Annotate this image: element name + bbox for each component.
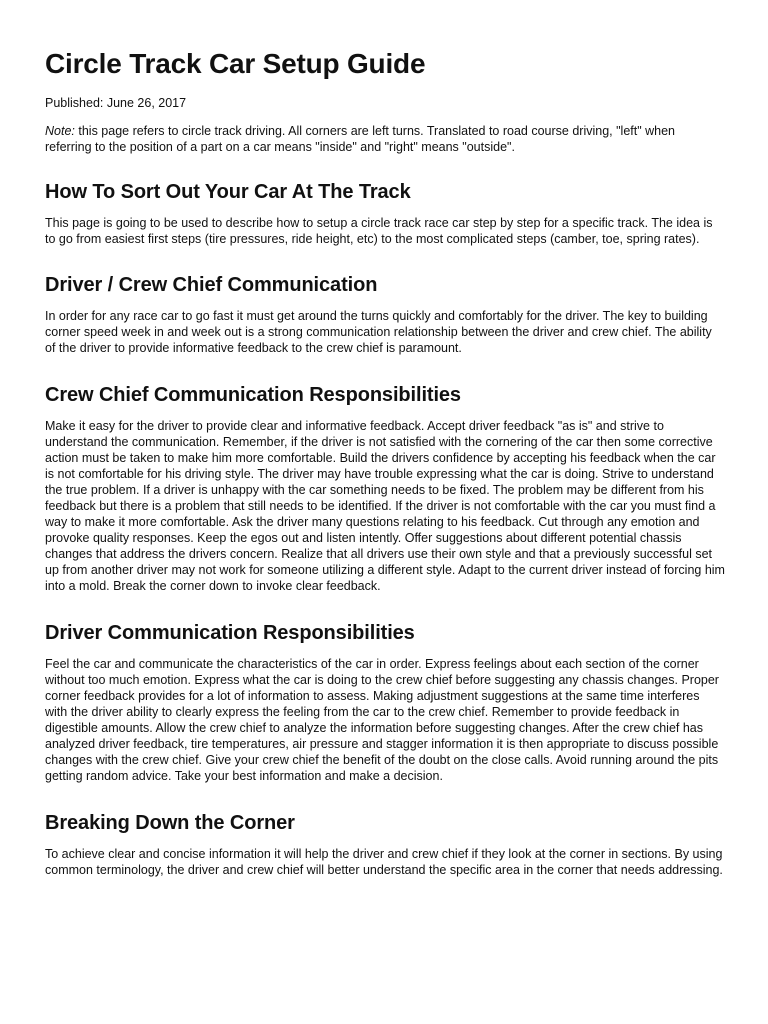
document-page — [45, 0, 725, 878]
note-paragraph — [45, 123, 725, 155]
section-heading: Driver / Crew Chief Communication — [45, 274, 378, 296]
section-driver-crew-chief-communication — [45, 273, 725, 356]
note-label: Note: — [45, 124, 75, 138]
page-title: Circle Track Car Setup Guide — [45, 48, 426, 79]
section-body: This page is going to be used to describe how to setup a circle track race car step by step for a specific track. The idea is to go from easiest first steps (tire pressures, ride height, etc) to the most complicated steps (camber, toe, spring rates). — [45, 216, 713, 246]
section-body: Feel the car and communicate the characteristics of the car in order. Express feelings about each section of the corner without too much emotion. Express what the car is doing to the crew chief before suggesting any chassis changes. Proper corner feedback provides for a lot of information to assess. Making adjustment suggestions at the same time interferes with the driver ability to clearly express the feeling from the car to the crew chief. Remember to provide feedback in digestible amounts. Allow the crew chief to analyze the information before suggesting changes. After the crew chief has analyzed driver feedback, tire temperatures, air pressure and stagger information it is then appropriate to discuss possible changes with the crew chief. Give your crew chief the benefit of the doubt on the close calls. Avoid running around the pits getting random advice. Take your best information and make a decision. — [45, 657, 719, 783]
section-heading: Breaking Down the Corner — [45, 812, 295, 834]
section-body: Make it easy for the driver to provide clear and informative feedback. Accept driver feedback "as is" and strive to understand the communication. Remember, if the driver is not satisfied with the cornering of the car then some corrective action must be taken to make him more comfortable. Build the drivers confidence by accepting his feedback when the car is not comfortable for his driving style. The driver may have trouble expressing what the car is doing. Strive to understand the true problem. If a driver is unhappy with the car something needs to be fixed. The problem may be different from his feedback but there is a problem that still needs to be identified. If the driver is not comfortable with the car you must find a way to make it more comfortable. Ask the driver many questions relating to his feedback. Cut through any emotion and provoke quality responses. Keep the egos out and listen intently. Offer suggestions about different potential chassis changes that address the drivers concern. Realize that all drivers use their own style and that a previously successful set up from another driver may not work for someone utilizing a different style. Adapt to the current driver instead of forcing him into a mold. Break the corner down to invoke clear feedback. — [45, 419, 725, 593]
section-crew-chief-responsibilities — [45, 383, 725, 594]
section-heading: Driver Communication Responsibilities — [45, 622, 415, 644]
section-body: In order for any race car to go fast it must get around the turns quickly and comfortably for the driver. The key to building corner speed week in and week out is a strong communication relationship between the driver and crew chief. The ability of the driver to provide informative feedback to the crew chief is paramount. — [45, 309, 712, 355]
published-date: Published: June 26, 2017 — [45, 96, 187, 110]
section-heading: Crew Chief Communication Responsibilities — [45, 384, 461, 406]
section-driver-responsibilities — [45, 621, 725, 784]
section-sort-out-car — [45, 180, 725, 247]
note-text: this page refers to circle track driving. All corners are left turns. Translated to road course driving, "left" when referring to the position of a part on a car means "inside" and "right" means "outside". — [45, 124, 676, 154]
section-body: To achieve clear and concise information it will help the driver and crew chief if they look at the corner in sections. By using common terminology, the driver and crew chief will better understand the specific area in the corner that needs addressing. — [45, 847, 723, 877]
section-heading: How To Sort Out Your Car At The Track — [45, 181, 411, 203]
section-breaking-down-corner — [45, 811, 725, 878]
